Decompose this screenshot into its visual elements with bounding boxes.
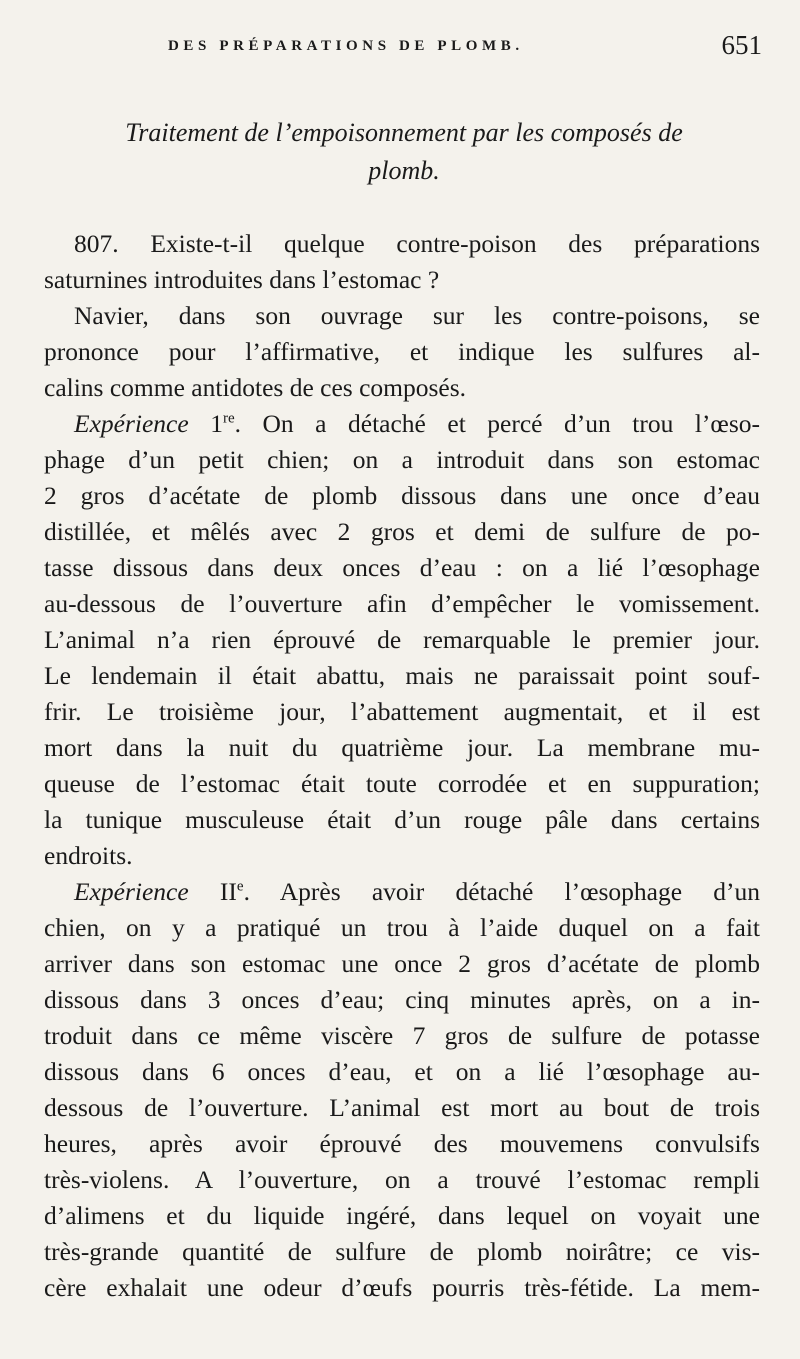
body-text <box>44 226 760 1306</box>
text-line: mort dans la nuit du quatrième jour. La membrane mu- <box>44 733 760 762</box>
page-number: 651 <box>721 30 762 60</box>
running-head: DES PRÉPARATIONS DE PLOMB. <box>168 38 524 54</box>
text-line: d’alimens et du liquide ingéré, dans lequel on voyait une <box>44 1201 760 1230</box>
text-line: Le lendemain il était abattu, mais ne paraissait point souf- <box>44 661 760 690</box>
text-line <box>44 406 760 442</box>
text-line: la tunique musculeuse était d’un rouge pâle dans certains <box>44 805 760 834</box>
text-line: 2 gros d’acétate de plomb dissous dans une once d’eau <box>44 481 760 510</box>
experience-number: 1 <box>210 409 223 438</box>
text-line: endroits. <box>44 841 133 870</box>
paragraph-experience-2 <box>44 874 760 1306</box>
text-line: 807. Existe-t-il quelque contre-poison des préparations <box>74 229 760 258</box>
text-line: très-violens. A l’ouverture, on a trouvé l’estomac rempli <box>44 1165 760 1194</box>
text-line: tasse dissous dans deux onces d’eau : on a lié l’œsophage <box>44 553 760 582</box>
text-line: arriver dans son estomac une once 2 gros d’acétate de plomb <box>44 949 760 978</box>
text-line: frir. Le troisième jour, l’abattement augmentait, et il est <box>44 697 760 726</box>
text-line: calins comme antidotes de ces composés. <box>44 373 467 402</box>
text-line: queuse de l’estomac était toute corrodée et en suppuration; <box>44 769 760 798</box>
text-line: phage d’un petit chien; on a introduit dans son estomac <box>44 445 760 474</box>
text-line <box>44 874 760 910</box>
text-line: dessous de l’ouverture. L’animal est mort au bout de trois <box>44 1093 760 1122</box>
text-line: dissous dans 6 onces d’eau, et on a lié l’œsophage au- <box>44 1057 760 1086</box>
experience-ordinal: e <box>236 878 244 895</box>
text-line: distillée, et mêlés avec 2 gros et demi de sulfure de po- <box>44 517 760 546</box>
text-line: très-grande quantité de sulfure de plomb noirâtre; ce vis- <box>44 1237 760 1266</box>
text-line: troduit dans ce même viscère 7 gros de sulfure de potasse <box>44 1021 760 1050</box>
experience-first-line: . On a détaché et percé d’un trou l’œso- <box>234 409 760 438</box>
text-line: heures, après avoir éprouvé des mouvemens convulsifs <box>44 1129 760 1158</box>
section-title-line-1: Traitement de l’empoisonnement par les composés de <box>125 118 683 147</box>
text-line: cère exhalait une odeur d’œufs pourris très-fétide. La mem- <box>44 1273 760 1302</box>
experience-number: II <box>219 877 237 906</box>
experience-label: Expérience <box>74 409 189 438</box>
text-line: dissous dans 3 onces d’eau; cinq minutes après, on a in- <box>44 985 760 1014</box>
text-line: saturnines introduites dans l’estomac ? <box>44 265 440 294</box>
text-line: L’animal n’a rien éprouvé de remarquable le premier jour. <box>44 625 760 654</box>
text-line: chien, on y a pratiqué un trou à l’aide duquel on a fait <box>44 913 760 942</box>
section-title-line-2: plomb. <box>368 156 440 185</box>
paragraph-question <box>44 226 760 298</box>
paragraph-navier <box>44 298 760 406</box>
text-line: prononce pour l’affirmative, et indique les sulfures al- <box>44 337 760 366</box>
experience-label: Expérience <box>74 877 189 906</box>
experience-ordinal: re <box>222 410 235 427</box>
paragraph-experience-1 <box>44 406 760 874</box>
page-header <box>168 30 762 66</box>
section-title <box>44 114 764 190</box>
experience-first-line: . Après avoir détaché l’œsophage d’un <box>243 877 761 906</box>
text-line: Navier, dans son ouvrage sur les contre-poisons, se <box>74 301 760 330</box>
text-line: au-dessous de l’ouverture afin d’empêcher le vomissement. <box>44 589 760 618</box>
